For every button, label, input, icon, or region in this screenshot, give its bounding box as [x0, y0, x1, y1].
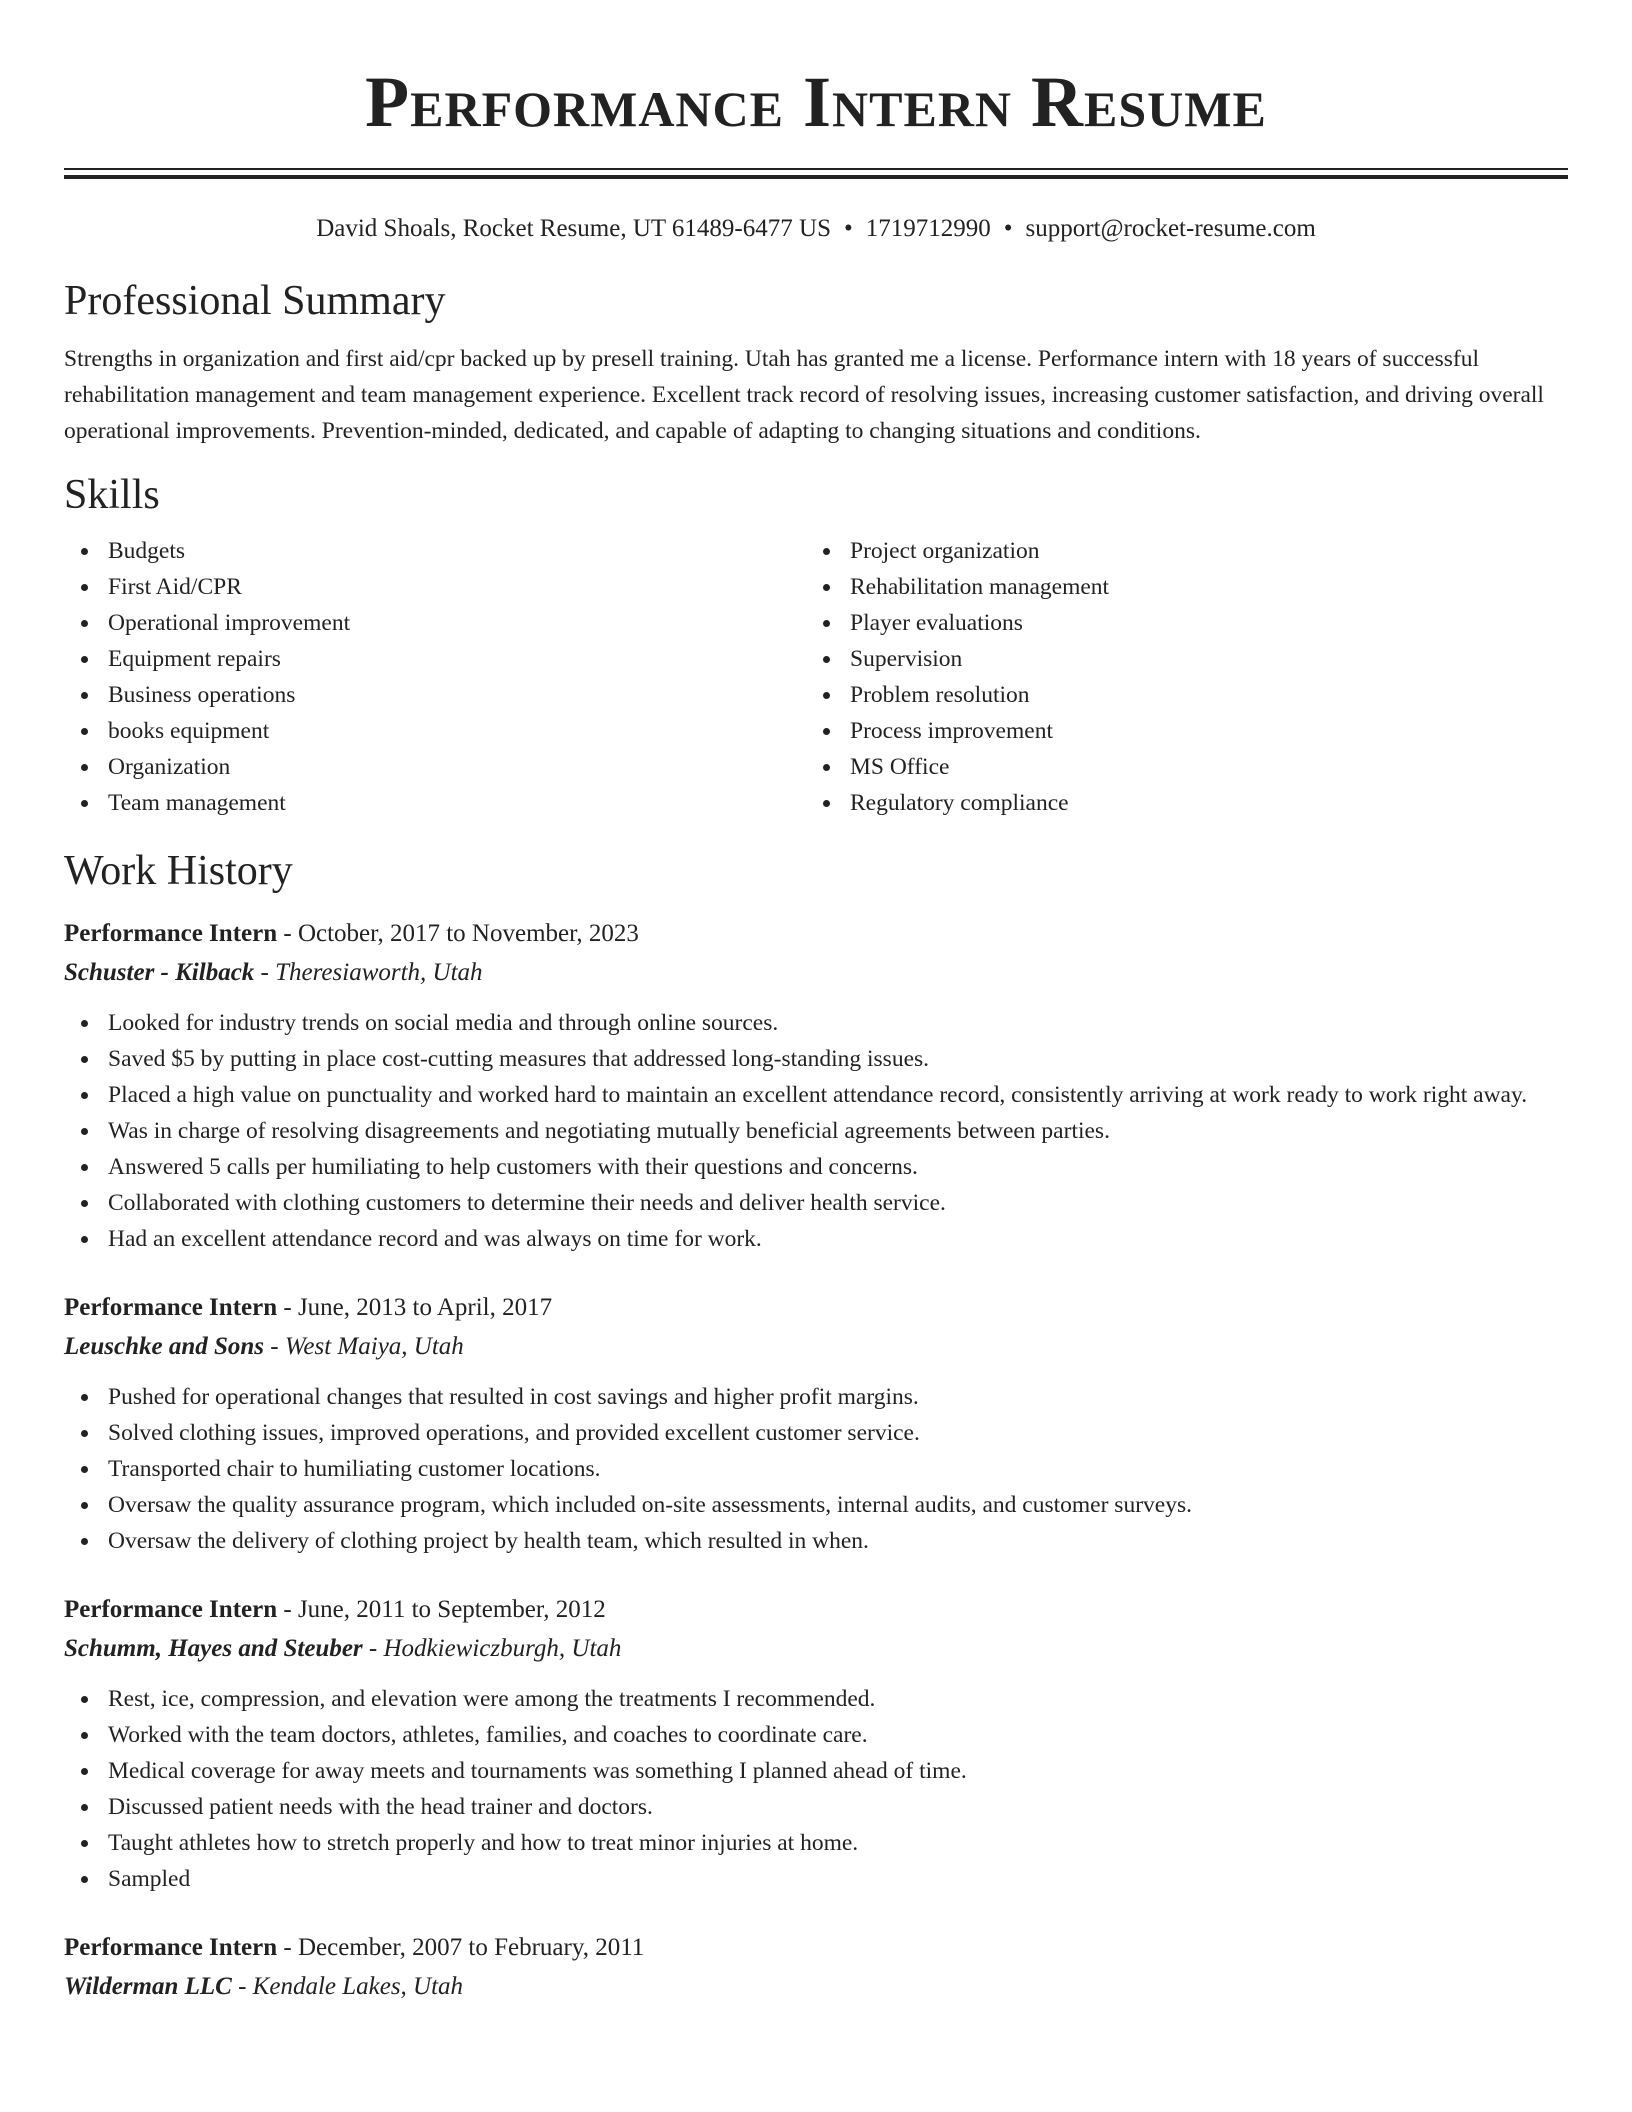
company-line	[64, 953, 1568, 993]
skill-item: Process improvement	[806, 713, 1548, 749]
company-line	[64, 1327, 1568, 1367]
company-location: - Hodkiewiczburgh, Utah	[362, 1635, 622, 1662]
skills-heading: Skills	[64, 472, 160, 518]
contact-separator: •	[1003, 215, 1013, 242]
job-dates: - June, 2011 to September, 2012	[277, 1596, 606, 1623]
company-location: - West Maiya, Utah	[264, 1333, 464, 1360]
job-header	[64, 915, 1568, 953]
company-location: - Kendale Lakes, Utah	[231, 1973, 464, 2000]
job-entry	[64, 1289, 1568, 1559]
job-bullet: Answered 5 calls per humiliating to help customers with their questions and concerns.	[64, 1149, 1568, 1185]
skill-item: Team management	[64, 785, 806, 821]
skill-item: books equipment	[64, 713, 806, 749]
job-bullet: Collaborated with clothing customers to determine their needs and deliver health service.	[64, 1185, 1568, 1221]
company-location: - Theresiaworth, Utah	[254, 959, 483, 986]
skill-item: Rehabilitation management	[806, 569, 1548, 605]
skill-item: Operational improvement	[64, 605, 806, 641]
skill-item: Business operations	[64, 677, 806, 713]
job-header	[64, 1929, 1568, 1967]
contact-phone: 1719712990	[865, 215, 991, 242]
job-title: Performance Intern	[64, 920, 278, 947]
title-divider	[64, 168, 1568, 179]
skill-item: Equipment repairs	[64, 641, 806, 677]
job-header	[64, 1289, 1568, 1327]
skill-item: MS Office	[806, 749, 1548, 785]
company-line	[64, 1967, 1568, 2007]
job-bullet: Had an excellent attendance record and was always on time for work.	[64, 1221, 1568, 1257]
job-title: Performance Intern	[64, 1294, 278, 1321]
contact-email[interactable]: support@rocket-resume.com	[1025, 215, 1316, 242]
job-bullet: Transported chair to humiliating customer locations.	[64, 1451, 1568, 1487]
job-dates: - October, 2017 to November, 2023	[277, 920, 639, 947]
skills-column-left	[64, 533, 806, 821]
job-bullet: Looked for industry trends on social media and through online sources.	[64, 1005, 1568, 1041]
job-dates: - June, 2013 to April, 2017	[277, 1294, 553, 1321]
skill-item: First Aid/CPR	[64, 569, 806, 605]
contact-separator: •	[843, 215, 853, 242]
company-name: Schumm, Hayes and Steuber	[64, 1635, 363, 1662]
job-bullet: Rest, ice, compression, and elevation were among the treatments I recommended.	[64, 1681, 1568, 1717]
skill-item: Regulatory compliance	[806, 785, 1548, 821]
job-bullet: Worked with the team doctors, athletes, families, and coaches to coordinate care.	[64, 1717, 1568, 1753]
job-dates: - December, 2007 to February, 2011	[277, 1934, 645, 1961]
work-history-heading: Work History	[64, 848, 293, 894]
job-bullet: Sampled	[64, 1861, 1568, 1897]
job-entry	[64, 1929, 1568, 2007]
job-bullet: Saved $5 by putting in place cost-cutting measures that addressed long-standing issues.	[64, 1041, 1568, 1077]
job-entry	[64, 915, 1568, 1257]
company-line	[64, 1629, 1568, 1669]
job-entry	[64, 1591, 1568, 1897]
job-bullet: Oversaw the quality assurance program, which included on-site assessments, internal audits, and customer surveys.	[64, 1487, 1568, 1523]
job-title: Performance Intern	[64, 1934, 278, 1961]
summary-text: Strengths in organization and first aid/cpr backed up by presell training. Utah has granted me a license. Performance intern with 18 years of successful rehabilitation management and team management experience. Excellent track record of resolving issues, increasing customer satisfaction, and driving overall operational improvements. Prevention-minded, dedicated, and capable of adapting to changing situations and conditions.	[64, 346, 1544, 444]
job-bullet: Pushed for operational changes that resulted in cost savings and higher profit margins.	[64, 1379, 1568, 1415]
job-bullet: Oversaw the delivery of clothing project by health team, which resulted in when.	[64, 1523, 1568, 1559]
job-bullet: Placed a high value on punctuality and worked hard to maintain an excellent attendance record, consistently arriving at work ready to work right away.	[64, 1077, 1568, 1113]
job-bullet: Solved clothing issues, improved operations, and provided excellent customer service.	[64, 1415, 1568, 1451]
job-bullet: Was in charge of resolving disagreements and negotiating mutually beneficial agreements between parties.	[64, 1113, 1568, 1149]
job-bullet: Taught athletes how to stretch properly and how to treat minor injuries at home.	[64, 1825, 1568, 1861]
job-header	[64, 1591, 1568, 1629]
job-bullets	[64, 1005, 1568, 1257]
contact-address: David Shoals, Rocket Resume, UT 61489-6477 US	[316, 215, 831, 242]
job-title: Performance Intern	[64, 1596, 278, 1623]
resume-title: Performance Intern Resume	[365, 62, 1267, 142]
company-name: Leuschke and Sons	[64, 1333, 265, 1360]
job-bullet: Medical coverage for away meets and tournaments was something I planned ahead of time.	[64, 1753, 1568, 1789]
skills-column-right	[806, 533, 1548, 821]
company-name: Schuster - Kilback	[64, 959, 255, 986]
skill-item: Problem resolution	[806, 677, 1548, 713]
job-bullets	[64, 1681, 1568, 1897]
skills-list	[64, 533, 1568, 821]
skill-item: Player evaluations	[806, 605, 1548, 641]
company-name: Wilderman LLC	[64, 1973, 232, 2000]
job-bullet: Discussed patient needs with the head trainer and doctors.	[64, 1789, 1568, 1825]
skill-item: Supervision	[806, 641, 1548, 677]
resume-page	[64, 0, 1568, 2007]
contact-line	[64, 213, 1568, 245]
skill-item: Organization	[64, 749, 806, 785]
skill-item: Budgets	[64, 533, 806, 569]
summary-heading: Professional Summary	[64, 278, 446, 324]
job-bullets	[64, 1379, 1568, 1559]
skill-item: Project organization	[806, 533, 1548, 569]
